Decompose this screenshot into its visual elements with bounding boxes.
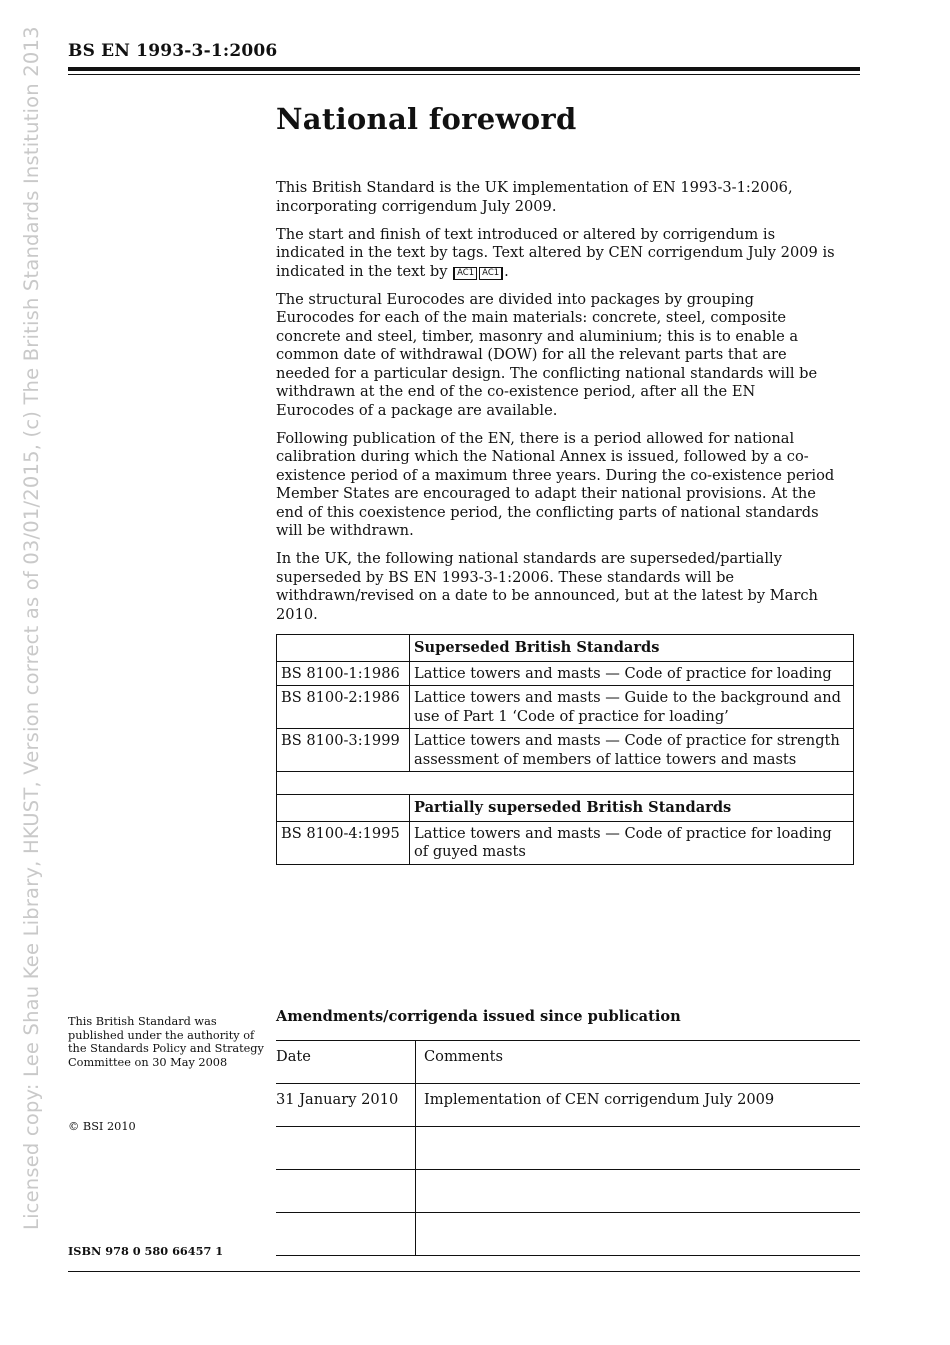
paragraph-superseded: In the UK, the following national standards are superseded/partially superseded by BS EN 1993-3-1:2006. These standards will be withdrawn/revised on a date to be announced, but at the latest by March 2010. — [276, 550, 818, 623]
corrigendum-tags-end: . — [504, 262, 509, 280]
amendment-comment — [416, 1213, 861, 1256]
table-row — [277, 821, 854, 864]
partial-header: Partially superseded British Standards — [410, 795, 854, 822]
ac1-close-tag-icon: AC1 — [479, 267, 503, 280]
table-row — [276, 1213, 860, 1256]
table-row — [276, 1084, 860, 1127]
date-header-label: Date — [276, 1048, 311, 1065]
amendment-date-text — [276, 1170, 415, 1177]
paragraph-calibration: Following publication of the EN, there is a period allowed for national calibration during which the National Annex is issued, followed by a co-existence period of a maximum three years. During the co-existence period Member States are encouraged to adapt their national provisions. At the end of this coexistence period, the conflicting parts of national standards will be withdrawn. — [276, 429, 835, 539]
amendment-comment — [416, 1084, 861, 1127]
table-row — [277, 686, 854, 729]
standard-title: Lattice towers and masts — Code of practice for loading — [410, 661, 854, 686]
superseded-standards-table — [276, 634, 854, 865]
document-code: BS EN 1993-3-1:2006 — [68, 41, 278, 61]
corrigendum-tags-text: The start and finish of text introduced or altered by corrigendum is indicated in the text by tags. Text altered by CEN corrigendum July 2009 is indicated in the text by — [276, 225, 835, 280]
ac1-open-tag-icon: AC1 — [453, 267, 477, 280]
table-header-row — [277, 795, 854, 822]
amendment-comment — [416, 1127, 861, 1170]
standard-code: BS 8100-2:1986 — [277, 686, 410, 729]
table-cell-empty — [277, 795, 410, 822]
copyright-notice: © BSI 2010 — [68, 1120, 136, 1133]
table-header-row — [277, 635, 854, 662]
standard-title: Lattice towers and masts — Code of practice for strength assessment of members of lattice towers and masts — [410, 729, 854, 772]
amendment-date — [276, 1127, 416, 1170]
isbn-number: ISBN 978 0 580 66457 1 — [68, 1244, 224, 1258]
amendment-date-text: 31 January 2010 — [276, 1091, 399, 1108]
amendments-col-comments — [416, 1041, 861, 1084]
amendments-table — [276, 1040, 860, 1256]
footer-rule — [68, 1271, 860, 1272]
amendment-date — [276, 1170, 416, 1213]
table-row — [276, 1170, 860, 1213]
comments-header-label: Comments — [424, 1048, 504, 1065]
amendment-comment-text — [416, 1127, 860, 1134]
standard-code: BS 8100-3:1999 — [277, 729, 410, 772]
standard-code: BS 8100-1:1986 — [277, 661, 410, 686]
amendments-col-date — [276, 1041, 416, 1084]
standard-code: BS 8100-4:1995 — [277, 821, 410, 864]
amendments-title: Amendments/corrigenda issued since publication — [276, 1008, 681, 1025]
table-row — [276, 1127, 860, 1170]
amendment-comment — [416, 1170, 861, 1213]
amendment-date — [276, 1084, 416, 1127]
amendments-header-row — [276, 1041, 860, 1084]
amendment-comment-text — [416, 1213, 860, 1220]
license-watermark: Licensed copy: Lee Shau Kee Library, HKUST, Version correct as of 03/01/2015, (c) The British Standards Institution 2013 — [20, 26, 43, 1230]
publication-note: This British Standard was published under the authority of the Standards Policy and Strategy Committee on 30 May 2008 — [68, 1015, 264, 1069]
table-row — [277, 661, 854, 686]
header-rule-thin — [68, 74, 860, 75]
amendment-date-text — [276, 1213, 415, 1220]
table-row — [277, 729, 854, 772]
superseded-header: Superseded British Standards — [410, 635, 854, 662]
amendment-date — [276, 1213, 416, 1256]
standard-title: Lattice towers and masts — Guide to the background and use of Part 1 ‘Code of practice for loading’ — [410, 686, 854, 729]
paragraph-eurocode-packages: The structural Eurocodes are divided into packages by grouping Eurocodes for each of the main materials: concrete, steel, composite concrete and steel, timber, masonry and aluminium; this is to enable a common date of withdrawal (DOW) for all the relevant parts that are needed for a particular design. The conflicting national standards will be withdrawn at the end of the co-existence period, after all the EN Eurocodes of a package are available. — [276, 290, 818, 419]
header-rule-thick — [68, 67, 860, 71]
table-cell-empty — [277, 772, 854, 795]
paragraph-corrigendum-tags — [276, 226, 836, 282]
amendment-date-text — [276, 1127, 415, 1134]
standard-title: Lattice towers and masts — Code of practice for loading of guyed masts — [410, 821, 854, 864]
amendment-comment-text — [416, 1170, 860, 1177]
table-spacer-row — [277, 772, 854, 795]
foreword-body — [276, 179, 836, 634]
page-title: National foreword — [276, 102, 577, 136]
table-cell-empty — [277, 635, 410, 662]
amendment-comment-text: Implementation of CEN corrigendum July 2009 — [424, 1091, 775, 1108]
paragraph-implementation: This British Standard is the UK implementation of EN 1993-3-1:2006, incorporating corrigendum July 2009. — [276, 179, 793, 215]
